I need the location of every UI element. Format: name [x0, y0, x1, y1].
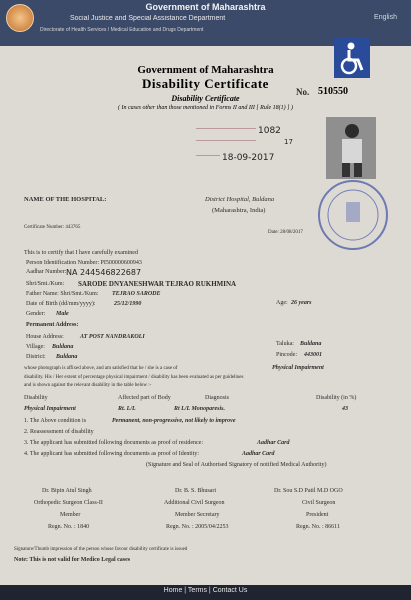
- aadhar-label: Aadhar Number:: [26, 269, 67, 275]
- item-4-value: Aadhar Card: [242, 451, 275, 457]
- stamp-number: 1082: [258, 126, 281, 136]
- cases-note: ( In cases other than those mentioned in Forms II and III [ Rule 18(1) ] ): [118, 105, 293, 111]
- name-label: Shri/Smt./Kum:: [26, 281, 65, 287]
- item-2: 2. Reassessment of disability: [24, 429, 94, 435]
- para1-highlight: Physical Impairment: [272, 365, 324, 371]
- col-disability: Disability: [24, 395, 48, 401]
- department-line: Social Justice and Special Assistance Department: [70, 15, 226, 22]
- dob-value: 25/12/1990: [114, 301, 142, 307]
- col-diagnosis: Diagnosis: [205, 395, 229, 401]
- footer-bar: [0, 585, 411, 600]
- district-value: Buldana: [56, 354, 78, 360]
- certificate-number: Certificate Number: 443765: [24, 225, 81, 230]
- signatory-3-reg: Regn. No. : 86611: [296, 524, 340, 530]
- district-label: District:: [26, 354, 46, 360]
- signatory-1-role: Orthopedic Surgeon Class-II: [34, 500, 103, 506]
- taluka-value: Buldana: [300, 341, 322, 347]
- signatory-3-name: Dr. Sou S.D Patil M.D OGO: [274, 488, 343, 494]
- gender-label: Gender:: [26, 311, 46, 317]
- signatory-2-role: Additional Civil Surgeon: [164, 500, 225, 506]
- signatory-2-name: Dr. B. S. Bhusari: [175, 488, 217, 494]
- village-label: Village:: [26, 344, 45, 350]
- directorate-line: Directorate of Health Services / Medical Education and Drugs Department: [40, 27, 204, 33]
- pincode-label: Pincode:: [276, 352, 297, 358]
- hospital-name: District Hospital, Buldana: [205, 196, 275, 203]
- title-gov: Government of Maharashtra: [137, 64, 274, 76]
- house-value: AT POST NANDRAKOLI: [80, 334, 145, 340]
- cert-no-label: No.: [296, 87, 310, 97]
- val-disability: Physical Impairment: [24, 406, 76, 412]
- item-1: 1. The Above condition is: [24, 418, 87, 424]
- taluka-label: Taluka:: [276, 341, 294, 347]
- applicant-photo: [326, 117, 376, 179]
- father-label: Father Name: Shri/Smt./Kum:: [26, 291, 99, 297]
- signatory-3-role2: President: [306, 512, 329, 518]
- address-label: Permanent Address:: [26, 322, 79, 328]
- item-3: 3. The applicant has submitted following documents as proof of residence:: [24, 440, 204, 446]
- pid-text: Person Identification Number: PI500000600943: [26, 260, 142, 266]
- english-link[interactable]: English: [374, 14, 397, 21]
- aadhar-value: NA 244546822687: [66, 268, 142, 277]
- dob-label: Date of Birth (dd/mm/yyyy):: [26, 301, 96, 307]
- father-name: TEJRAO SARODE: [112, 291, 161, 297]
- applicant-name: SARODE DNYANESHWAR TEJRAO RUKHMINA: [78, 280, 237, 288]
- para2: disability. His / Her extent of percentage physical impairment / disability has been evaluated as per guidelines: [24, 375, 244, 380]
- val-percent: 43: [342, 406, 348, 412]
- civil-surgeon-seal: [318, 180, 388, 250]
- signatory-2-role2: Member Secretary: [175, 512, 220, 518]
- village-value: Buldana: [52, 344, 74, 350]
- signature-note: (Signature and Seal of Authorised Signatory of notified Medical Authority): [146, 462, 327, 468]
- certificate-title: Disability Certificate: [142, 76, 269, 91]
- item-3-value: Aadhar Card: [257, 440, 290, 446]
- pincode-value: 443001: [304, 352, 322, 358]
- val-body-part: Rt. L/L: [118, 406, 136, 412]
- intro-text: This is to certify that I have carefully examined: [24, 250, 138, 256]
- house-label: House Address:: [26, 334, 64, 340]
- stamp-line: [196, 140, 256, 141]
- item-4: 4. The applicant has submitted following documents as proof of Identity:: [24, 451, 200, 457]
- signatory-1-reg: Regn. No. : 1840: [48, 524, 90, 530]
- footer-links[interactable]: Home | Terms | Contact Us: [163, 587, 248, 594]
- stamp-number-2: 17: [284, 138, 293, 146]
- signatory-1-role2: Member: [60, 512, 81, 518]
- certificate-subtitle: Disability Certificate: [171, 94, 240, 103]
- certificate-date: Date: 28/08/2017: [268, 230, 303, 235]
- gender-value: Male: [56, 311, 69, 317]
- age-value: 26 years: [291, 300, 312, 306]
- item-1-value: Permanent, non-progressive, not likely to improve: [112, 418, 236, 424]
- signatory-1-name: Dr. Bipin Atul Singh: [42, 488, 92, 494]
- gov-banner-title: Government of Maharashtra: [145, 2, 266, 12]
- para1: whose photograph is affixed above, and am satisfied that he / she is a case of: [24, 366, 178, 371]
- stamp-date: 18-09-2017: [222, 153, 275, 163]
- hospital-label: NAME OF THE HOSPITAL:: [24, 196, 107, 203]
- val-diagnosis: Rt L/L Monoparesis.: [174, 406, 225, 412]
- age-label: Age:: [276, 300, 288, 306]
- hospital-state: (Maharashtra, India): [212, 207, 266, 214]
- col-body-part: Affected part of Body: [118, 395, 171, 401]
- thumb-note: Signature/Thumb impression of the person whose favour disability certificate is issued: [14, 547, 188, 552]
- medico-legal-note: Note: This is not valid for Medico Legal cases: [14, 557, 131, 563]
- stamp-line: [196, 155, 220, 156]
- stamp-line: [196, 128, 256, 129]
- para3: and is shown against the relevant disability in the table below :-: [24, 383, 152, 388]
- col-percent: Disability (in %): [316, 395, 357, 401]
- signatory-3-role: Civil Surgeon: [302, 500, 336, 506]
- cert-no-value: 510550: [318, 86, 348, 97]
- signatory-2-reg: Regn. No. : 2005/04/2253: [166, 524, 229, 530]
